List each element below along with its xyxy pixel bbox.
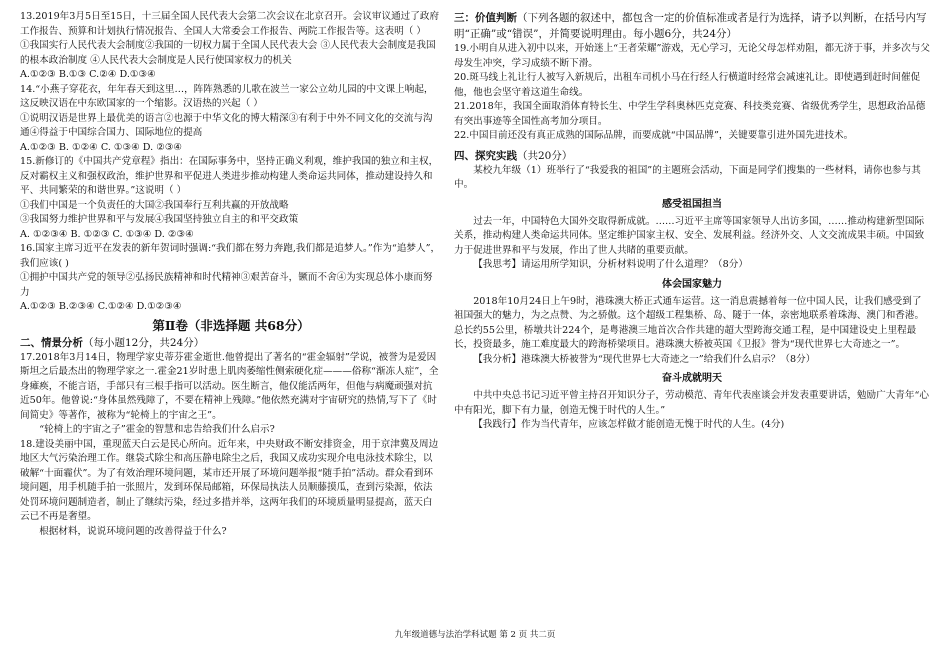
question-16-answers: A.①②③ B.②③④ C.①②④ D.①②③④ <box>20 301 182 312</box>
material-3-question: 【我践行】作为当代青年，应该怎样做才能创造无愧于时代的人生。(4分) <box>473 419 785 430</box>
material-1-text: 过去一年，中国特色大国外交取得新成就。……习近平主席等国家领导人出访多国，……推动构建新型国际关系，推动构建人类命运共同体。坚定维护国家主权、安全、发展利益。经济外交、人文交流成果丰硕。中国致力于促进世界和平与发展，作出了世人共睹的重要贡献。 <box>454 215 925 256</box>
left-column <box>20 10 442 539</box>
material-2-title: 体会国家魅力 <box>662 278 722 290</box>
material-3-title: 奋斗成就明天 <box>662 373 722 384</box>
question-18: 18.建设美丽中国，重现蓝天白云是民心所向。近年来，中央财政不断安排资金，用于京津冀及周边地区大气污染治理工作。继袋式除尘和高压静电除尘之后，我国又成功实现介电电泳技术除尘，以破解“十面霾伏”。为了有效治理环境问题，某市还开展了环境问题举报“随手拍”活动。群众看到环境问题，用手机随手拍一张照片，发到环保局邮箱，环保局执法人员顺藤摸瓜，查到污染源，依法处罚环境问题制造者，制止了继续污染，经过多措并举，这两年我们的环境质量明显提高，蓝天白云已不再是奢望。 <box>20 438 439 522</box>
question-13-options: ①我国实行人民代表大会制度②我国的一切权力属于全国人民代表大会 ③人民代表大会制度是我国的根本政治制度 ④人民代表大会制度是人民行使国家权力的机关 <box>20 40 436 66</box>
question-15: 15.新修订的《中国共产党章程》指出：在国际事务中，坚持正确义利观，维护我国的独立和主权，反对霸权主义和强权政治，维护世界和平促进人类进步推动构建人类命运共同体，推动建设持久和平、共同繁荣的和谐世界。”这说明（ ） <box>20 156 439 196</box>
question-13-answers: A.①②③ B.①③ C.②④ D.①③④ <box>20 69 156 80</box>
section-2-heading <box>20 335 442 351</box>
question-13: 13.2019年3月5日至15日，十三届全国人民代表大会第二次会议在北京召开。会议审议通过了政府工作报告、预算和计划执行情况报告、全国人大常委会工作报告、两院工作报告等。这表明（ ） <box>20 11 440 37</box>
question-17: 17.2018年3月14日，物理学家史蒂芬霍金逝世.他曾提出了著名的“霍金辐射”学说，被誉为是爱因斯坦之后最杰出的物理学家之一.霍金21岁时患上肌肉萎缩性侧索硬化症———俗称“渐冻人症”，全身瘫痪，不能言语，手部只有三根手指可以活动。医生断言，他仅能活两年，但他与病魔顽强对抗近50年。他曾说:“身体虽然残障了，不要在精神上残障。”他依然充满对宇宙研究的热情,写下了《时间简史》等著作，被称为“轮椅上的宇宙之王”。 <box>20 351 439 421</box>
question-22: 22.中国目前还没有真正成熟的国际品牌，而要成就“中国品牌”，关键要靠引进外国先进技术。 <box>454 130 854 141</box>
question-21: 21.2018年，我国全面取消体育特长生、中学生学科奥林匹克竞赛、科技类竞赛、省级优秀学生，思想政治品德有突出事迹等全国性高考加分项目。 <box>454 101 926 127</box>
section-3-subtitle: （下列各题的叙述中，都包含一定的价值标准或者是行为选择，请予以判断，在括号内写明“正确”或“错误”，并简要说明理由。每小题6分，共24分） <box>454 12 927 40</box>
section-2-subtitle: （每小题12分，共24分） <box>83 336 205 349</box>
question-16: 16.国家主席习近平在发表的新年贺词时强调:“我们都在努力奔跑,我们都是追梦人。”作为“追梦人”，我们应该( ) <box>20 243 441 269</box>
page-footer: 九年级道德与法治学科试题 第 2 页 共二页 <box>394 630 556 640</box>
material-2-question: 【我分析】港珠澳大桥被誉为“现代世界七大奇迹之一”给我们什么启示？（8分） <box>473 353 816 365</box>
question-20: 20.斑马线上礼让行人被写入新规后，出租车司机小马在行经人行横道时经常会减速礼让。即使遇到赶时间催促他，他也会坚守着这道生命线。 <box>454 72 921 98</box>
question-19: 19.小明自从进入初中以来，开始迷上“王者荣耀”游戏，无心学习，无论父母怎样劝阻，都无济于事，并多次与父母发生冲突，学习成绩不断下滑。 <box>454 43 930 69</box>
question-14-answers: A.①②③ B. ①②④ C. ①③④ D. ②③④ <box>20 141 183 153</box>
section-3-heading <box>454 10 930 42</box>
section-4-subtitle: （共20分） <box>517 149 573 162</box>
section-2-title: 二、情景分析 <box>20 336 83 349</box>
section-3-title: 三：价值判断 <box>454 12 517 24</box>
question-17-prompt: “轮椅上的宇宙之子”霍金的智慧和忠告给我们什么启示? <box>39 424 275 435</box>
question-15-options-1: ①我们中国是一个负责任的大国②我国奉行互利共赢的开放战略 <box>20 199 289 211</box>
section-4-intro: 某校九年级（1）班举行了“我爱我的祖国”的主题班会活动，下面是同学们搜集的一些材料，请你也参与其中。 <box>454 164 921 190</box>
part-2-title: 第Ⅱ卷（非选择题 共68分） <box>152 317 310 333</box>
right-column <box>454 10 930 433</box>
question-14-options: ①说明汉语是世界上最优美的语言②也源于中华文化的博大精深③有利于中外不同文化的交流与沟通④得益于中国综合国力、国际地位的提高 <box>20 112 433 138</box>
material-1-question: 【我思考】请运用所学知识，分析材料说明了什么道理？（8分） <box>473 259 748 270</box>
question-14: 14.“小燕子穿花衣，年年春天到这里…，阵阵熟悉的儿歌在波兰一家公立幼儿园的中文课上响起，这反映汉语在中东欧国家的一个缩影。汉语热的兴起（ ） <box>20 83 434 109</box>
section-4-heading <box>454 148 930 164</box>
question-16-options: ①拥护中国共产党的领导②弘扬民族精神和时代精神③艰苦奋斗，镢而不舍④为实现总体小康而努力 <box>20 272 433 298</box>
material-1-title: 感受祖国担当 <box>662 198 722 210</box>
section-4-title: 四、探究实践 <box>454 149 517 162</box>
question-18-prompt: 根据材料，说说环境问题的改善得益于什么? <box>39 525 227 537</box>
material-3-text: 中共中央总书记习近平曾主持召开知识分子，劳动模范、青年代表座谈会并发表重要讲话，勉励广大青年“心中有阳光，脚下有力量，创造无愧于时代的人生。” <box>454 390 929 416</box>
question-15-answers: A. ①②③④ B. ①②③ C. ①③④ D. ②③④ <box>20 228 194 240</box>
material-2-text: 2018年10月24日上午9时，港珠澳大桥正式通车运营。这一消息震撼着每一位中国人民，让我们感受到了祖国强大的魅力，为之点赞、为之骄傲。这个超级工程集桥、岛、隧于一体，亲密地联系着珠海、澳门和香港。总长约55公里，桥墩共计224个，是粤港澳三地首次合作共建的超大型跨海交通工程，是中国建设史上里程最长，投资最多，施工难度最大的跨海桥梁项目。港珠澳大桥被英国《卫报》誉为“现代世界七大奇迹之一”。 <box>454 295 925 350</box>
question-15-options-2: ③我国努力维护世界和平与发展④我国坚持独立自主的和平交政策 <box>20 214 299 225</box>
